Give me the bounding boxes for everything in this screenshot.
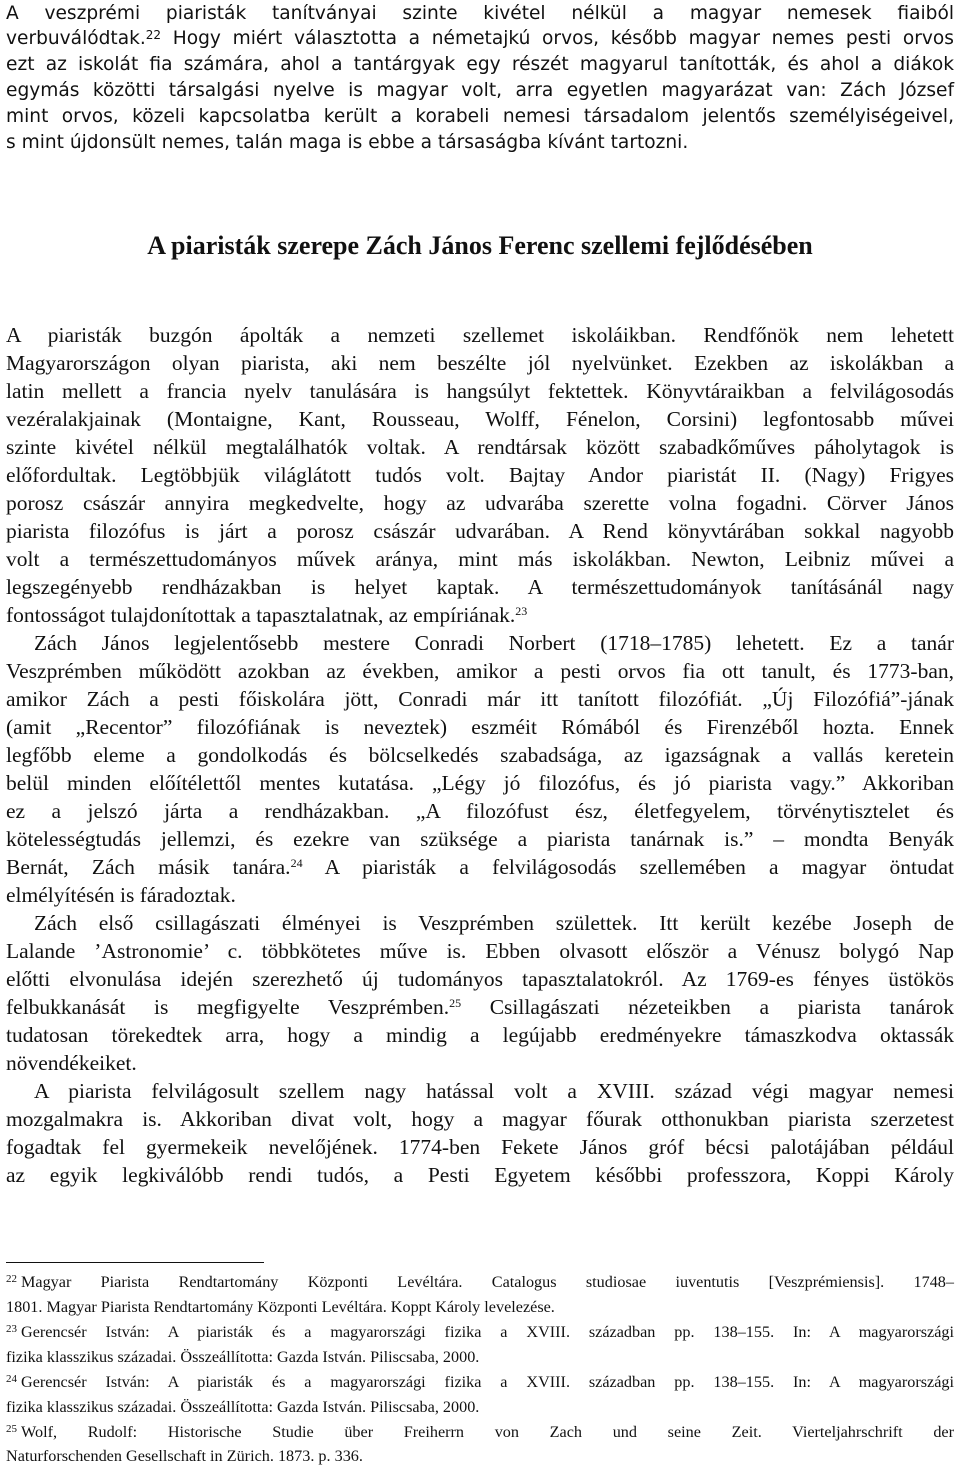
text-line — [6, 601, 954, 629]
footnote-ref-23[interactable]: 23 — [515, 604, 528, 618]
text-line — [6, 25, 954, 53]
footnote-number: 22 — [6, 1273, 17, 1285]
text-line: szinte kivétel nélkül megtalálhatók voltak. A rendtársak között szabadkőműves páholytagok is — [6, 435, 954, 459]
footnote-text: 1801. Magyar Piarista Rendtartomány Központi Levéltára. Koppt Károly levelezése. — [6, 1298, 555, 1316]
footnote-text: Naturforschenden Gesellschaft in Zürich. 1873. p. 336. — [6, 1447, 363, 1465]
text-line: (amit „Recentor” filozófiának is neveztek) eszméit Rómából és Firenzéből hozta. Ennek — [6, 715, 954, 739]
footnote-separator — [6, 1262, 264, 1263]
footnote-number: 24 — [6, 1373, 17, 1385]
footnote-23 — [6, 1322, 954, 1342]
footnote-ref-24[interactable]: 24 — [290, 856, 303, 870]
footnote-ref-25[interactable]: 25 — [449, 996, 462, 1010]
text-span: Csillagászati nézeteikben a piarista tanárok — [461, 995, 954, 1019]
text-line: volt a természettudományos művek aránya, mint más iskolákban. Newton, Leibniz művei a — [6, 547, 954, 571]
footnote-24 — [6, 1372, 954, 1392]
text-line: Magyarországon olyan piarista, aki nem beszélte jól nyelvünket. Ezekben az iskolákban a — [6, 351, 954, 375]
text-line: belül minden előítélettől mentes kutatása. „Légy jó filozófus, és jó piarista vagy.” Akkoriban — [6, 771, 954, 795]
text-line — [6, 853, 954, 881]
text-span: A piaristák a felvilágosodás szellemében a magyar öntudat — [302, 855, 954, 879]
text-line: legszegényebb rendházakban is helyet kaptak. A természettudományok tanításánál nagy — [6, 575, 954, 599]
text-line: előfordultak. Legtöbbjük világlátott tudós volt. Bajtay Andor piaristát II. (Nagy) Frigyes — [6, 463, 954, 487]
text-line: fogadtak fel gyermekeik nevelőjének. 1774-ben Fekete János gróf bécsi palotájában például — [6, 1135, 954, 1159]
text-line: A piarista felvilágosult szellem nagy hatással volt a XVIII. század végi magyar nemesi — [34, 1079, 954, 1103]
text-line: kötelességtudás jellemzi, és ezekre van szüksége a piarista tanárnak is.” – mondta Benyák — [6, 827, 954, 851]
section-heading: A piaristák szerepe Zách János Ferenc szellemi fejlődésében — [147, 231, 813, 260]
text-line: porosz császár annyira megkedvelte, hogy az udvarába szerette volna fogadni. Cörver János — [6, 491, 954, 515]
text-line: egymás közötti társalgási nyelve is magyar volt, arra egyetlen magyarázat van: Zách József — [6, 80, 954, 101]
footnote-text: fizika klasszikus századai. Összeállította: Gazda István. Piliscsaba, 2000. — [6, 1398, 480, 1416]
text-line: vezéralakjainak (Montaigne, Kant, Rousseau, Wolff, Fénelon, Corsini) legfontosabb művei — [6, 407, 954, 431]
text-span: verbuválódtak. — [6, 28, 146, 49]
text-line: s mint újdonsült nemes, talán maga is ebbe a társaságba kívánt tartozni. — [6, 132, 689, 153]
text-line: amikor Zách a pesti főiskolára jött, Conradi már itt tanított filozófiát. „Új Filozófiá”-jának — [6, 687, 954, 711]
footnote-text: Gerencsér István: A piaristák és a magyarországi fizika a XVIII. században pp. 138–155. In: A magyarországi — [21, 1373, 954, 1391]
text-line: ez a jelszó járta a rendházakban. „A filozófust ész, életfegyelem, törvénytisztelet és — [6, 799, 954, 823]
text-line — [6, 993, 954, 1021]
text-line: A piaristák buzgón ápolták a nemzeti szellemet iskoláikban. Rendfőnök nem lehetett — [6, 323, 954, 347]
text-line: ezt az iskolát fia számára, ahol a tantárgyak egy részét magyarul tanították, és ahol a diákok — [6, 54, 954, 75]
text-line: latin mellett a francia nyelv tanulására is hangsúlyt fektettek. Könyvtáraikban a felvilágosodás — [6, 379, 954, 403]
text-line: előtti elvonulása idején szerezhető új tudományos tapasztalatokról. Az 1769-es fényes üstökös — [6, 967, 954, 991]
footnote-text: Gerencsér István: A piaristák és a magyarországi fizika a XVIII. században pp. 138–155. In: A magyarországi — [21, 1323, 954, 1341]
text-line: az egyik legkiválóbb rendi tudós, a Pesti Egyetem későbbi professzora, Koppi Károly — [6, 1163, 954, 1187]
footnote-25 — [6, 1422, 954, 1442]
footnote-text: Wolf, Rudolf: Historische Studie über Freiherrn von Zach und seine Zeit. Vierteljahrschrift der — [21, 1423, 954, 1441]
text-line: Lalande ’Astronomie’ c. többkötetes műve is. Ebben olvasott először a Vénusz bolygó Nap — [6, 939, 954, 963]
text-span: Hogy miért választotta a németajkú orvos, később magyar nemes pesti orvos — [161, 28, 954, 49]
text-line: elmélyítésén is fáradoztak. — [6, 883, 236, 907]
text-line: Zách első csillagászati élményei is Veszprémben születtek. Itt került kezébe Joseph de — [34, 911, 954, 935]
text-line: Veszprémben működött azokban az években, amikor a pesti orvos fia ott tanult, és 1773-ban, — [6, 659, 954, 683]
text-line: növendékeiket. — [6, 1051, 137, 1075]
footnote-number: 25 — [6, 1423, 17, 1435]
text-span: Bernát, Zách másik tanára. — [6, 855, 291, 879]
footnote-22 — [6, 1272, 954, 1292]
text-span: felbukkanását is megfigyelte Veszprémben. — [6, 995, 450, 1019]
footnote-text: Magyar Piarista Rendtartomány Központi Levéltára. Catalogus studiosae iuventutis [Veszprémiensis]. 1748– — [21, 1273, 954, 1291]
text-span: fontosságot tulajdonítottak a tapasztalatnak, az empíriának. — [6, 603, 516, 627]
text-line: Zách János legjelentősebb mestere Conradi Norbert (1718–1785) lehetett. Ez a tanár — [34, 631, 954, 655]
text-line: A veszprémi piaristák tanítványai szinte kivétel nélkül a magyar nemesek fiaiból — [6, 3, 954, 24]
text-line: mozgalmakra is. Akkoriban divat volt, hogy a magyar főurak otthonukban piarista szerzetest — [6, 1107, 954, 1131]
footnote-ref-22[interactable]: 22 — [145, 28, 162, 42]
text-line: legfőbb eleme a gondolkodás és bölcselkedés szabadsága, az igazságnak a vallás keretein — [6, 743, 954, 767]
footnote-number: 23 — [6, 1323, 17, 1335]
text-line: piarista filozófus is járt a porosz császár udvarában. A Rend könyvtárában sokkal nagyobb — [6, 519, 954, 543]
footnote-text: fizika klasszikus századai. Összeállította: Gazda István. Piliscsaba, 2000. — [6, 1348, 480, 1366]
text-line: tudatosan törekedtek arra, hogy a mindig a legújabb eredményekre támaszkodva oktassák — [6, 1023, 954, 1047]
text-line: mint orvos, közeli kapcsolatba került a korabeli nemesi társadalom jelentős személyiségeivel, — [6, 106, 954, 127]
